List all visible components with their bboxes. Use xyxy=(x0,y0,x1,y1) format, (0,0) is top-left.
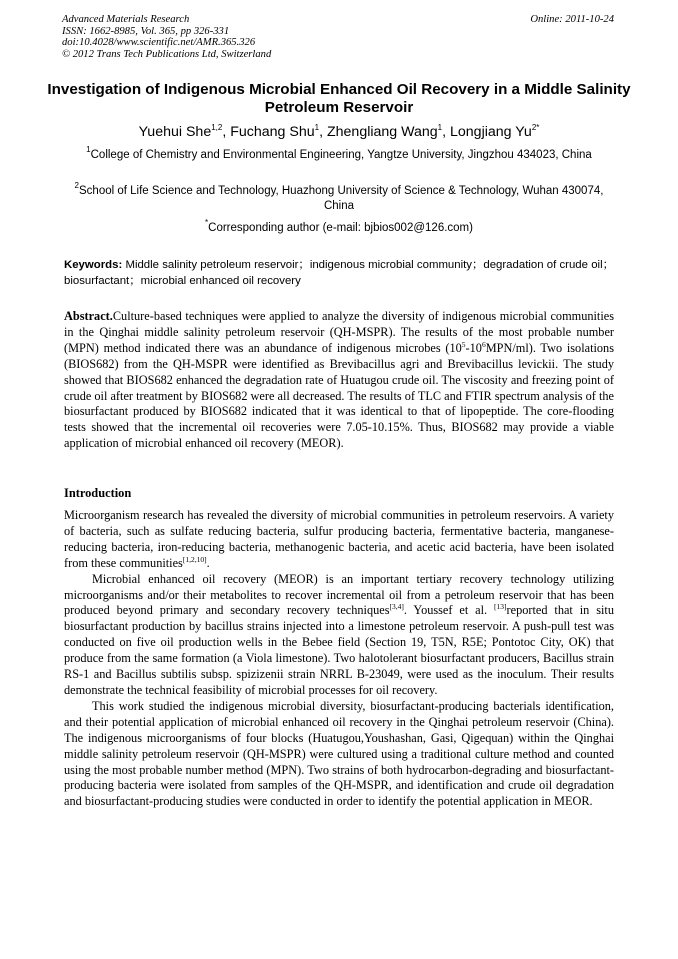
author-name: Yuehui She xyxy=(138,124,212,140)
author-name: Longjiang Yu xyxy=(450,124,532,140)
journal-header xyxy=(62,14,352,60)
corresponding-author xyxy=(70,218,608,236)
citation[interactable]: [3,4] xyxy=(389,602,404,612)
author-affiliation-mark: 1,2 xyxy=(211,123,223,132)
corresponding-text: Corresponding author (e-mail: bjbios002@126.com) xyxy=(208,222,473,234)
issn-line: ISSN: 1662-8985, Vol. 365, pp 326-331 xyxy=(62,25,230,37)
author-separator: , xyxy=(319,124,327,140)
abstract xyxy=(64,309,614,452)
keywords-text: Middle salinity petroleum reservoir；indigenous microbial community；degradation of crude oil；biosurfactant；microbial enhanced oil recovery xyxy=(64,259,614,287)
affiliation-text: School of Life Science and Technology, Huazhong University of Science & Technology, Wuhan 430074, China xyxy=(79,185,604,212)
author-separator: , xyxy=(442,124,451,140)
intro-paragraph-1 xyxy=(64,508,614,572)
paper-title: Investigation of Indigenous Microbial Enhanced Oil Recovery in a Middle Salinity Petroleum Reservoir xyxy=(47,81,631,116)
intro-paragraph-2 xyxy=(64,572,614,699)
author-affiliation-mark: 2* xyxy=(531,123,540,132)
author-name: Fuchang Shu xyxy=(230,124,315,140)
introduction-body xyxy=(64,508,614,810)
affiliation-2 xyxy=(70,181,608,214)
abstract-exponent: 5 xyxy=(461,339,466,349)
abstract-label: Abstract. xyxy=(64,309,113,323)
keywords xyxy=(64,257,614,289)
intro-paragraph-3: This work studied the indigenous microbial diversity, biosurfactant-producing bacterials identification, and their potential application of microbial enhanced oil recovery in the Qinghai petroleum reservoir (China). The indigenous microorganisms of four blocks (Huatugou,Youshashan, Gasi, Qigequan) within the Qinghai middle salinity petroleum reservoir (QH-MSPR) were cultured using a traditional culture method and counted using the most probable number method (MPN). Two strains of both hydrocarbon-degrading and biosurfactant-producing bacteria were isolated from samples of the QH-MSPR, and identification and crude oil degradation and biosurfactant-producing studies were conducted in order to identify the potential application in MEOR. xyxy=(64,698,614,809)
affiliation-text: College of Chemistry and Environmental Engineering, Yangtze University, Jingzhou 434023, China xyxy=(90,149,592,161)
journal-name: Advanced Materials Research xyxy=(62,14,190,25)
abstract-text: -10 xyxy=(465,340,482,355)
abstract-text: MPN/ml). Two isolations (BIOS682) from the QH-MSPR were identified as Brevibacillus agri and Brevibacillus levickii. The study showed that BIOS682 enhanced the degradation rate of Huatugou crude oil. The viscosity and freezing point of crude oil after treatment by BIOS682 were all decreased. The results of TLC and FTIR spectrum analysis of the biosurfactant produced by BIOS682 indicated that it was identical to that of lipopeptide. The core-flooding tests showed that the incremental oil recoveries were 7.05-10.15%. Thus, BIOS682 may provide a viable application of microbial enhanced oil recovery (MEOR). xyxy=(64,340,614,451)
author-affiliation-mark: 1 xyxy=(314,123,320,132)
affiliation-mark: 1 xyxy=(86,145,91,154)
author-separator: , xyxy=(222,124,231,140)
paragraph-text: Microorganism research has revealed the diversity of microbial communities in petroleum reservoirs. A variety of bacteria, such as sulfate reducing bacteria, sulfur producing bacteria, fermentative bacteria, manganese-reducing bacteria, iron-reducing bacteria, methanogenic bacteria, and acetic acid bacteria, have been isolated from these communities xyxy=(64,508,614,570)
author-list xyxy=(40,123,638,141)
section-heading-introduction: Introduction xyxy=(64,486,132,500)
copyright-line: © 2012 Trans Tech Publications Ltd, Switzerland xyxy=(62,48,272,60)
citation[interactable]: [1,2,10] xyxy=(182,554,207,564)
author-affiliation-mark: 1 xyxy=(437,123,443,132)
doi-line[interactable]: doi:10.4028/www.scientific.net/AMR.365.326 xyxy=(62,37,256,49)
paragraph-text: . xyxy=(206,555,210,570)
paragraph-text: reported that in situ biosurfactant production by bacillus strains injected into a limestone petroleum reservoir. A push-pull test was conducted on five oil production wells in the Bebee field (Section 19, T5N, R5E; Pontotoc City, OK) that produce from the same formation (a Viola limestone). Two halotolerant biosurfactant producers, Bacillus strain RS-1 and Bacillus subtilis subsp. spizizenii strain NRRL B-23049, were used as the inoculum. Their results demonstrate the technical feasibility of microbial processes for oil recovery. xyxy=(64,603,614,697)
paragraph-text: . Youssef et al. xyxy=(403,603,495,618)
abstract-exponent: 6 xyxy=(481,339,486,349)
affiliation-1 xyxy=(70,145,608,163)
corresponding-mark: * xyxy=(205,218,209,227)
affiliation-mark: 2 xyxy=(74,181,79,190)
keywords-label: Keywords: xyxy=(64,259,123,271)
author-name: Zhengliang Wang xyxy=(326,124,438,140)
online-date: Online: 2011-10-24 xyxy=(530,14,614,25)
citation[interactable]: [13] xyxy=(494,602,507,612)
abstract-text: Culture-based techniques were applied to analyze the diversity of indigenous microbial communities in the Qinghai middle salinity petroleum reservoir (QH-MSPR). The results of the most probable number (MPN) method indicated there was an abundance of indigenous microbes (10 xyxy=(64,309,614,355)
paragraph-text: Microbial enhanced oil recovery (MEOR) is an important tertiary recovery technology utilizing microorganisms and/or their metabolites to recover incremental oil from a petroleum reservoir that has been produced beyond primary and secondary recovery techniques xyxy=(64,571,614,618)
